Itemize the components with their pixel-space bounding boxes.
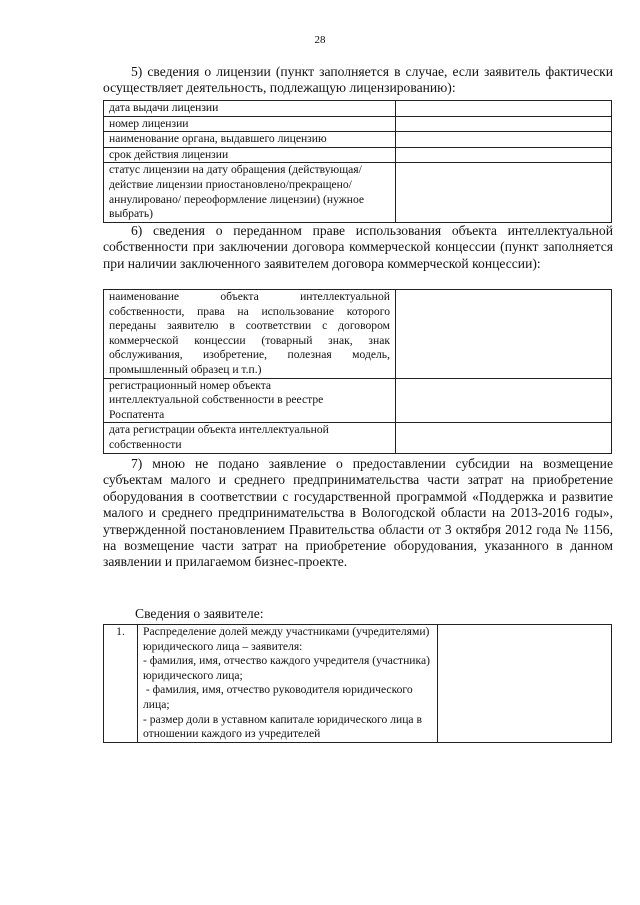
table-row	[104, 132, 612, 148]
applicant-line: - фамилия, имя, отчество каждого учредителя (участника) юридического лица;	[143, 654, 430, 682]
license-issuer-value[interactable]	[396, 132, 612, 148]
ip-registration-date-label: дата регистрации объекта интеллектуальной собственности	[104, 423, 396, 453]
table-row	[104, 147, 612, 163]
license-table	[103, 100, 612, 223]
license-issue-date-label: дата выдачи лицензии	[104, 101, 396, 117]
table-row	[104, 423, 612, 453]
applicant-row-number: 1.	[104, 625, 138, 743]
section6-intro	[103, 223, 613, 272]
section6-intro-text: 6) сведения о переданном праве использования объекта интеллектуальной собственности при заключении договора коммерческой концессии (пункт заполняется при наличии заключенного заявителем договора коммерческой концессии):	[103, 223, 613, 271]
ip-registration-number-label: регистрационный номер объекта интеллектуальной собственности в реестре Роспатента	[104, 378, 396, 423]
license-issuer-label: наименование органа, выдавшего лицензию	[104, 132, 396, 148]
applicant-line: Распределение долей между участниками (учредителями) юридического лица – заявителя:	[143, 625, 430, 653]
license-number-label: номер лицензии	[104, 116, 396, 132]
applicant-shares-description	[138, 625, 438, 743]
section7-statement	[103, 456, 613, 571]
ip-registration-date-value[interactable]	[396, 423, 612, 453]
section5-intro	[103, 64, 613, 97]
license-issue-date-value[interactable]	[396, 101, 612, 117]
applicant-table	[103, 624, 612, 743]
license-term-label: срок действия лицензии	[104, 147, 396, 163]
section5-intro-text: 5) сведения о лицензии (пункт заполняется в случае, если заявитель фактически осуществляет деятельность, подлежащую лицензированию):	[103, 64, 613, 96]
table-row	[104, 290, 612, 379]
table-row	[104, 163, 612, 222]
ip-object-name-label: наименование объекта интеллектуальной собственности, права на использование которого переданы заявителю в соответствии с договором коммерческой концессии (товарный знак, знак обслуживания, изобретение, полезная модель, промышленный образец и т.п.)	[104, 290, 396, 379]
license-status-value[interactable]	[396, 163, 612, 222]
applicant-shares-value[interactable]	[438, 625, 612, 743]
table-row	[104, 625, 612, 743]
table-row	[104, 378, 612, 423]
license-term-value[interactable]	[396, 147, 612, 163]
license-status-label: статус лицензии на дату обращения (действующая/действие лицензии приостановлено/прекращено/аннулировано/ переоформление лицензии) (нужное выбрать)	[104, 163, 396, 222]
table-row	[104, 116, 612, 132]
license-number-value[interactable]	[396, 116, 612, 132]
section7-text: 7) мною не подано заявление о предоставлении субсидии на возмещение субъектам малого и среднего предпринимательства части затрат на приобретение оборудования в соответствии с государственной программой «Поддержка и развитие малого и среднего предпринимательства в Вологодской области на 2013-2016 годы», утвержденной постановлением Правительства области от 3 октября 2012 года № 1156, на возмещение части затрат на приобретение оборудования, указанного в данном заявлении и прилагаемом бизнес-проекте.	[103, 456, 613, 570]
ip-registration-number-value[interactable]	[396, 378, 612, 423]
ip-object-name-value[interactable]	[396, 290, 612, 379]
page-number: 28	[314, 34, 326, 46]
applicant-heading: Сведения о заявителе:	[135, 606, 264, 621]
applicant-line: - размер доли в уставном капитале юридического лица в отношении каждого из учредителей	[143, 712, 422, 741]
table-row	[104, 101, 612, 117]
applicant-line: - фамилия, имя, отчество руководителя юридического лица;	[143, 683, 416, 711]
ip-table	[103, 289, 612, 454]
